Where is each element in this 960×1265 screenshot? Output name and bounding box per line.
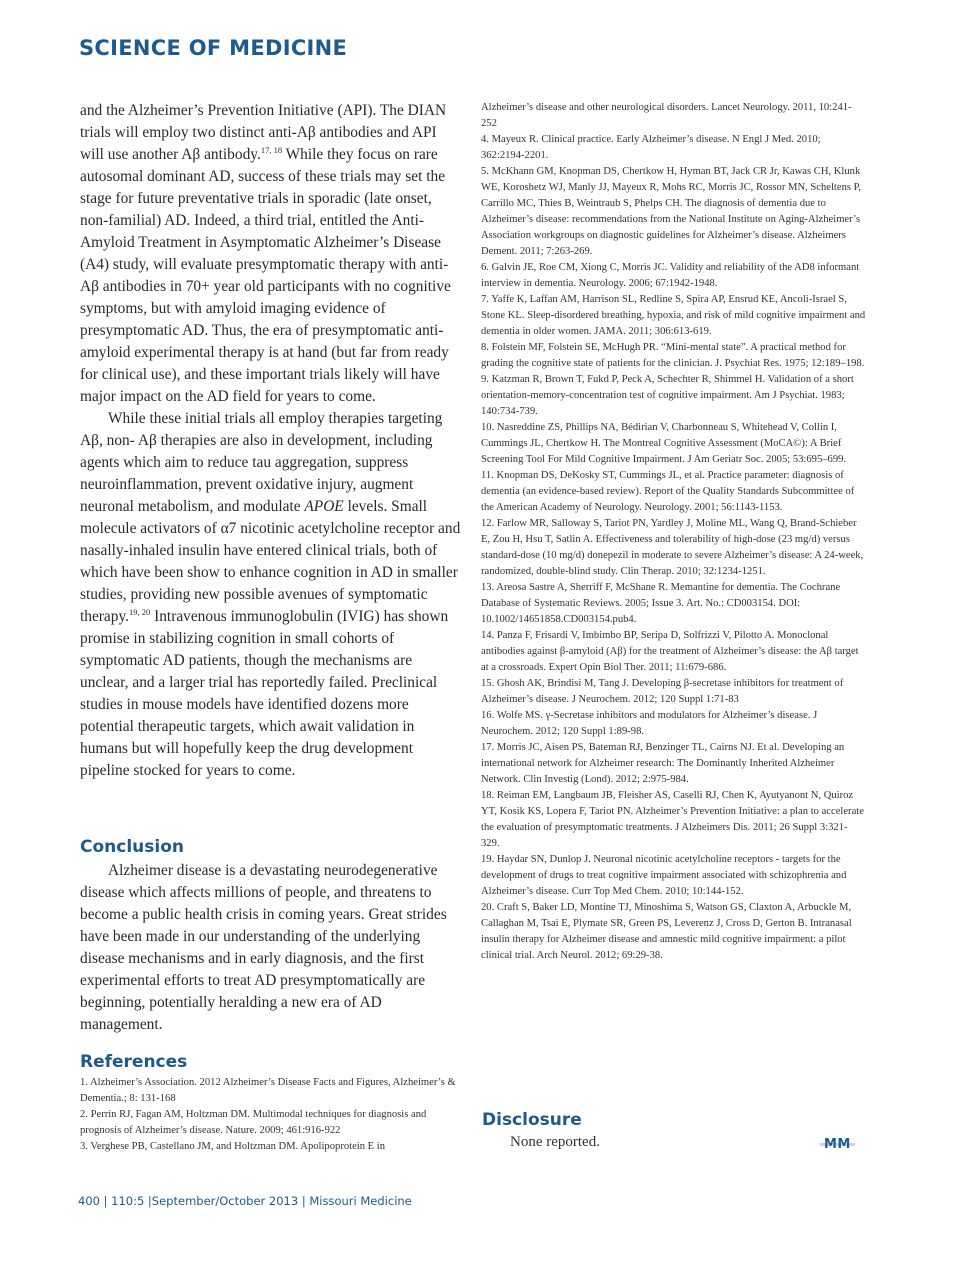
citation-sup: 19, 20 bbox=[129, 607, 151, 617]
references-heading: References bbox=[80, 1052, 188, 1072]
reference-item: 14. Panza F, Frisardi V, Imbimbo BP, Seripa D, Solfrizzi V, Pilotto A. Monoclonal antibodies against β-amyloid (Aβ) for the treatment of Alzheimer’s disease: the Aβ target at a crossroads. Expert Opin Biol Ther. 2011; 11:679-686. bbox=[481, 630, 859, 673]
reference-item: 15. Ghosh AK, Brindisi M, Tang J. Developing β-secretase inhibitors for treatment of Alzheimer’s disease. J Neurochem. 2012; 120 Suppl 1:71-83 bbox=[481, 678, 844, 705]
disclosure-heading: Disclosure bbox=[482, 1110, 582, 1130]
conclusion-paragraph bbox=[80, 860, 462, 1036]
para1-continued: While they focus on rare autosomal dominant AD, success of these trials may set the stage for future preventative trials in sporadic (late onset, non-familial) AD. Indeed, a third trial, entitled the Anti-Amyloid Treatment in Asymptomatic Alzheimer’s Disease (A4) study, will evaluate presymptomatic therapy with anti-Aβ antibodies in 70+ year old participants with no cognitive symptoms, but with amyloid imaging evidence of presymptomatic AD. Thus, the era of presymptomatic anti-amyloid experimental therapy is at hand (but far from ready for clinical use), and these important trials likely will have major impact on the AD field for years to come. bbox=[80, 146, 451, 405]
reference-item: 16. Wolfe MS. γ-Secretase inhibitors and modulators for Alzheimer’s disease. J Neurochem. 2012; 120 Suppl 1:89-98. bbox=[481, 710, 818, 737]
body-paragraph-2 bbox=[80, 408, 462, 782]
para1-text: and the Alzheimer’s Prevention Initiative (API). The DIAN trials will employ two distinct anti-Aβ antibodies and API will use another Aβ antibody. bbox=[80, 102, 447, 163]
para2-text: While these initial trials all employ therapies targeting Aβ, non- Aβ therapies are also in development, including agents which aim to reduce tau aggregation, suppress neuroinflammation, prevent oxidative injury, augment neuronal metabolism, and modulate bbox=[80, 410, 443, 515]
reference-item: 4. Mayeux R. Clinical practice. Early Alzheimer’s disease. N Engl J Med. 2010; 362:2194-2201. bbox=[481, 134, 821, 161]
reference-item: 11. Knopman DS, DeKosky ST, Cummings JL, et al. Practice parameter: diagnosis of dementia (an evidence-based review). Report of the Quality Standards Subcommittee of the American Academy of Neurology. Neurology. 2001; 56:1143-1153. bbox=[481, 470, 855, 513]
missouri-medicine-logo: MM bbox=[820, 1137, 855, 1152]
reference-item: Alzheimer’s disease and other neurological disorders. Lancet Neurology. 2011, 10:241-252 bbox=[481, 102, 852, 129]
page-footer: 400 | 110:5 |September/October 2013 | Missouri Medicine bbox=[78, 1194, 412, 1208]
para2-text-c: Intravenous immunoglobulin (IVIG) has shown promise in stabilizing cognition in small cohorts of symptomatic AD patients, though the mechanisms are unclear, and a larger trial has reportedly failed. Preclinical studies in mouse models have identified dozens more potential therapeutic targets, which await validation in humans but will hopefully keep the drug development pipeline stocked for years to come. bbox=[80, 608, 449, 779]
reference-item: 13. Areosa Sastre A, Sherriff F, McShane R. Memantine for dementia. The Cochrane Database of Systematic Reviews. 2005; Issue 3. Art. No.: CD003154. DOI: 10.1002/14651858.CD003154.pub4. bbox=[481, 582, 841, 625]
reference-item: 3. Verghese PB, Castellano JM, and Holtzman DM. Apolipoprotein E in bbox=[80, 1141, 386, 1152]
para2-text-b: levels. Small molecule activators of α7 nicotinic acetylcholine receptor and nasally-inhaled insulin have entered clinical trials, both of which have been show to enhance cognition in AD in smaller studies, providing new possible avenues of symptomatic therapy. bbox=[80, 498, 461, 625]
reference-item: 5. McKhann GM, Knopman DS, Chertkow H, Hyman BT, Jack CR Jr, Kawas CH, Klunk WE, Koroshetz WJ, Manly JJ, Mayeux R, Mohs RC, Morris JC, Rossor MN, Scheltens P, Carrillo MC, Thies B, Weintraub S, Phelps CH. The diagnosis of dementia due to Alzheimer’s disease: recommendations from the National Institute on Aging-Alzheimer’s Association workgroups on diagnostic guidelines for Alzheimer’s disease. Alzheimers Dement. 2011; 7:263-269. bbox=[481, 166, 862, 257]
journal-section-title: SCIENCE OF MEDICINE bbox=[79, 36, 348, 60]
apoe-gene: APOE bbox=[304, 498, 344, 515]
conclusion-text: Alzheimer disease is a devastating neurodegenerative disease which affects millions of people, and threatens to become a public health crisis in coming years. Great strides have been made in our understanding of the underlying disease mechanisms and in early diagnosis, and the first experimental efforts to treat AD presymptomatically are beginning, potentially heralding a new era of AD management. bbox=[80, 862, 447, 1033]
left-column bbox=[80, 100, 462, 782]
reference-item: 1. Alzheimer’s Association. 2012 Alzheimer’s Disease Facts and Figures, Alzheimer’s & Dementia.; 8: 131-168 bbox=[80, 1077, 456, 1104]
reference-item: 9. Katzman R, Brown T, Fukd P, Peck A, Schechter R, Shimmel H. Validation of a short orientation-memory-concentration test of cognitive impairment. Am J Psychiat. 1983; 140:734-739. bbox=[481, 374, 854, 417]
body-paragraph-1 bbox=[80, 100, 462, 408]
reference-item: 17. Morris JC, Aisen PS, Bateman RJ, Benzinger TL, Cairns NJ. Et al. Developing an international network for Alzheimer research: The Dominantly Inherited Alzheimer Network. Clin Investig (Lond). 2012; 2:975-984. bbox=[481, 742, 845, 785]
reference-item: 7. Yaffe K, Laffan AM, Harrison SL, Redline S, Spira AP, Ensrud KE, Ancoli-Israel S, Stone KL. Sleep-disordered breathing, hypoxia, and risk of mild cognitive impairment and dementia in older women. JAMA. 2011; 306:613-619. bbox=[481, 294, 866, 337]
reference-item: 18. Reiman EM, Langbaum JB, Fleisher AS, Caselli RJ, Chen K, Ayutyanont N, Quiroz YT, Kosik KS, Lopera F, Tariot PN. Alzheimer’s Prevention Initiative: a plan to accelerate the evaluation of presymptomatic treatments. J Alzheimers Dis. 2011; 26 Suppl 3:321-329. bbox=[481, 790, 864, 849]
reference-item: 8. Folstein MF, Folstein SE, McHugh PR. “Mini-mental state”. A practical method for grading the cognitive state of patients for the clinician. J. Psychiat Res. 1975; 12:189–198. bbox=[481, 342, 865, 369]
reference-item: 2. Perrin RJ, Fagan AM, Holtzman DM. Multimodal techniques for diagnosis and prognosis of Alzheimer’s disease. Nature. 2009; 461:916-922 bbox=[80, 1109, 427, 1136]
disclosure-text: None reported. bbox=[510, 1134, 600, 1150]
reference-item: 6. Galvin JE, Roe CM, Xiong C, Morris JC. Validity and reliability of the AD8 informant interview in dementia. Neurology. 2006; 67:1942-1948. bbox=[481, 262, 860, 289]
references-list-left bbox=[80, 1075, 460, 1155]
reference-item: 10. Nasreddine ZS, Phillips NA, Bédirian V, Charbonneau S, Whitehead V, Collin I, Cummings JL, Chertkow H. The Montreal Cognitive Assessment (MoCA©): A Brief Screening Tool For Mild Cognitive Impairment. J Am Geriatr Soc. 2005; 53:695–699. bbox=[481, 422, 847, 465]
reference-item: 12. Farlow MR, Salloway S, Tariot PN, Yardley J, Moline ML, Wang Q, Brand-Schieber E, Zou H, Hsu T, Satlin A. Effectiveness and tolerability of high-dose (23 mg/d) versus standard-dose (10 mg/d) donepezil in moderate to severe Alzheimer’s disease: A 24-week, randomized, double-blind study. Clin Therap. 2010; 32:1234-1251. bbox=[481, 518, 864, 577]
citation-sup: 17, 18 bbox=[260, 145, 283, 155]
references-list-right bbox=[481, 100, 866, 964]
reference-item: 19. Haydar SN, Dunlop J. Neuronal nicotinic acetylcholine receptors - targets for the development of drugs to treat cognitive impairment associated with schizophrenia and Alzheimer’s disease. Curr Top Med Chem. 2010; 10:144-152. bbox=[481, 854, 847, 897]
reference-item: 20. Craft S, Baker LD, Montine TJ, Minoshima S, Watson GS, Claxton A, Arbuckle M, Callaghan M, Tsai E, Plymate SR, Green PS, Leverenz J, Cross D, Gerton B. Intranasal insulin therapy for Alzheimer disease and amnestic mild cognitive impairment: a pilot clinical trial. Arch Neurol. 2012; 69:29-38. bbox=[481, 902, 852, 961]
conclusion-heading: Conclusion bbox=[80, 837, 184, 857]
